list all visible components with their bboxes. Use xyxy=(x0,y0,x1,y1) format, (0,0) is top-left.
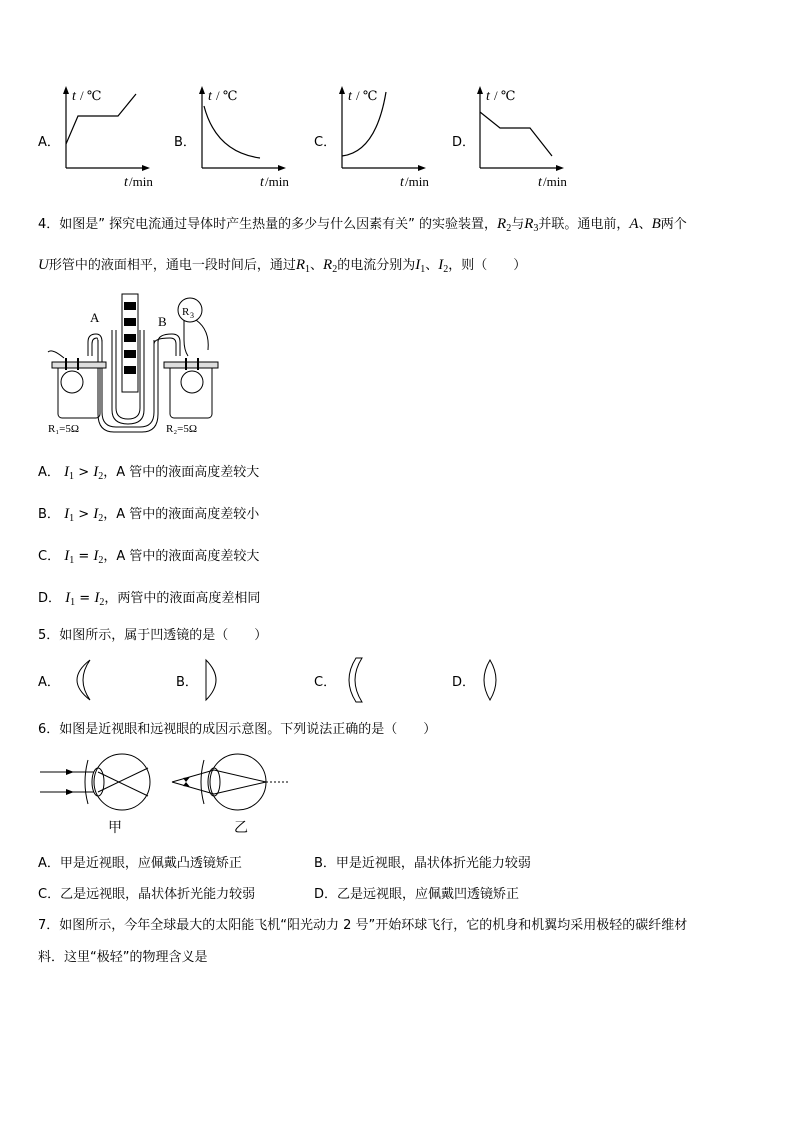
q4-r2: $R_2$ xyxy=(497,216,512,234)
q4-i1: $I_1$ xyxy=(415,257,426,275)
q5-option-c-label[interactable]: C． xyxy=(314,675,337,690)
relation: = xyxy=(78,549,90,564)
q4-option-b[interactable]: B． $I_1 > I_2$，A 管中的液面高度差较小 xyxy=(38,506,260,524)
q4-fig-label-b: B xyxy=(158,314,167,329)
q3-c-xlabel-unit: /min xyxy=(405,174,429,189)
q3-option-b-label: B． xyxy=(174,135,196,150)
relation: = xyxy=(79,591,91,606)
q3-c-ylabel-t: t xyxy=(348,89,352,104)
q4-text: 、 xyxy=(310,258,324,273)
q3-a-xlabel-t: t xyxy=(124,175,128,190)
q5-lens-c-icon xyxy=(336,656,366,704)
q3-b-ylabel-unit: / ℃ xyxy=(216,88,238,103)
q4-fig-r3-label: R xyxy=(182,306,190,318)
q3-option-c-label: C． xyxy=(314,135,337,150)
q3-b-xlabel-t: t xyxy=(260,175,264,190)
relation: > xyxy=(78,465,90,480)
q3-graph-b xyxy=(194,82,304,190)
q5-option-a-label[interactable]: A． xyxy=(38,675,60,690)
q3-d-ylabel-unit: / ℃ xyxy=(494,88,516,103)
q6-option-b[interactable]: B．甲是近视眼，晶状体折光能力较弱 xyxy=(314,856,531,871)
option-label: B． xyxy=(38,507,60,522)
option-label: D． xyxy=(38,591,62,606)
q5-stem: 5．如图所示，属于凹透镜的是（ ） xyxy=(38,628,268,643)
q6-option-a[interactable]: A．甲是近视眼，应佩戴凸透镜矫正 xyxy=(38,856,242,871)
q4-r3: $R_3$ xyxy=(524,216,539,234)
q4-apparatus-figure xyxy=(40,290,230,440)
q3-option-d-label: D． xyxy=(452,135,476,150)
q3-c-xlabel-t: t xyxy=(400,175,404,190)
q4-text: 与 xyxy=(511,217,525,232)
q3-d-ylabel-t: t xyxy=(486,89,490,104)
q3-c-ylabel-unit: / ℃ xyxy=(356,88,378,103)
q4-text: 形管中的液面相平，通电一段时间后，通过 xyxy=(48,258,296,273)
q4-text: 、 xyxy=(425,258,439,273)
q6-eye-figures xyxy=(38,748,298,840)
option-text: ，A 管中的液面高度差较大 xyxy=(103,465,260,480)
relation: > xyxy=(78,507,90,522)
option-text: ，两管中的液面高度差相同 xyxy=(104,591,261,606)
q4-option-d[interactable]: D． $I_1 = I_2$，两管中的液面高度差相同 xyxy=(38,590,261,608)
q4-text: 、 xyxy=(638,217,652,232)
q4-i2: $I_2$ xyxy=(438,257,449,275)
q3-option-a-label: A． xyxy=(38,135,60,150)
q3-a-ylabel-unit: / ℃ xyxy=(80,88,102,103)
q4-fig-label-r2: R₂=5Ω xyxy=(166,423,198,435)
q4-var-u: U xyxy=(38,257,49,273)
q7-stem-line1: 7．如图所示，今年全球最大的太阳能飞机“阳光动力 2 号”开始环球飞行，它的机身和机翼均采用极轻的碳纤维材 xyxy=(38,918,688,933)
q3-b-ylabel-t: t xyxy=(208,89,212,104)
q4-option-c[interactable]: C． $I_1 = I_2$，A 管中的液面高度差较大 xyxy=(38,548,260,566)
q3-d-xlabel-t: t xyxy=(538,175,542,190)
q4-var-a: A xyxy=(629,216,639,232)
q3-graph-c xyxy=(334,82,444,190)
option-text: ，A 管中的液面高度差较小 xyxy=(103,507,260,522)
q4-text: 4．如图是” 探究电流通过导体时产生热量的多少与什么因素有关” 的实验装置， xyxy=(38,217,498,232)
q5-option-b-label[interactable]: B． xyxy=(176,675,198,690)
q5-lens-d-icon xyxy=(478,658,504,702)
option-label: C． xyxy=(38,549,61,564)
q4-r1: $R_1$ xyxy=(295,257,311,275)
option-text: ，A 管中的液面高度差较大 xyxy=(103,549,260,564)
q6-option-d[interactable]: D．乙是远视眼，应佩戴凹透镜矫正 xyxy=(314,887,520,902)
q4-text: 并联。通电前， xyxy=(538,217,630,232)
q4-text: ，则（ ） xyxy=(448,258,527,273)
q5-lens-a-icon xyxy=(62,658,98,702)
q6-label-yi: 乙 xyxy=(234,821,248,836)
q4-fig-r3-sub: 3 xyxy=(190,311,194,320)
q6-option-c[interactable]: C．乙是远视眼，晶状体折光能力较弱 xyxy=(38,887,256,902)
q4-fig-label-a: A xyxy=(90,310,100,325)
q4-text: 两个 xyxy=(660,217,687,232)
q6-stem: 6．如图是近视眼和远视眼的成因示意图。下列说法正确的是（ ） xyxy=(38,722,437,737)
q4-fig-label-r1: R₁=5Ω xyxy=(48,423,80,435)
q4-stem-line1 xyxy=(38,213,687,234)
q3-b-xlabel-unit: /min xyxy=(265,174,289,189)
q7-stem-line2: 料．这里“极轻”的物理含义是 xyxy=(38,950,208,965)
q3-graph-a xyxy=(58,82,168,190)
option-label: A． xyxy=(38,465,60,480)
q3-d-xlabel-unit: /min xyxy=(543,174,567,189)
q5-option-d-label[interactable]: D． xyxy=(452,675,476,690)
q4-var-b: B xyxy=(651,216,661,232)
q3-a-xlabel-unit: /min xyxy=(129,174,153,189)
q6-label-jia: 甲 xyxy=(108,821,122,836)
q3-graph-d xyxy=(472,82,582,190)
q4-option-a[interactable]: A． $I_1 > I_2$，A 管中的液面高度差较大 xyxy=(38,464,260,482)
q3-a-ylabel-t: t xyxy=(72,89,76,104)
q4-r2b: $R_2$ xyxy=(323,257,338,275)
q5-lens-b-icon xyxy=(200,658,230,702)
q4-text: 的电流分别为 xyxy=(337,258,416,273)
q4-stem-line2 xyxy=(38,254,526,275)
